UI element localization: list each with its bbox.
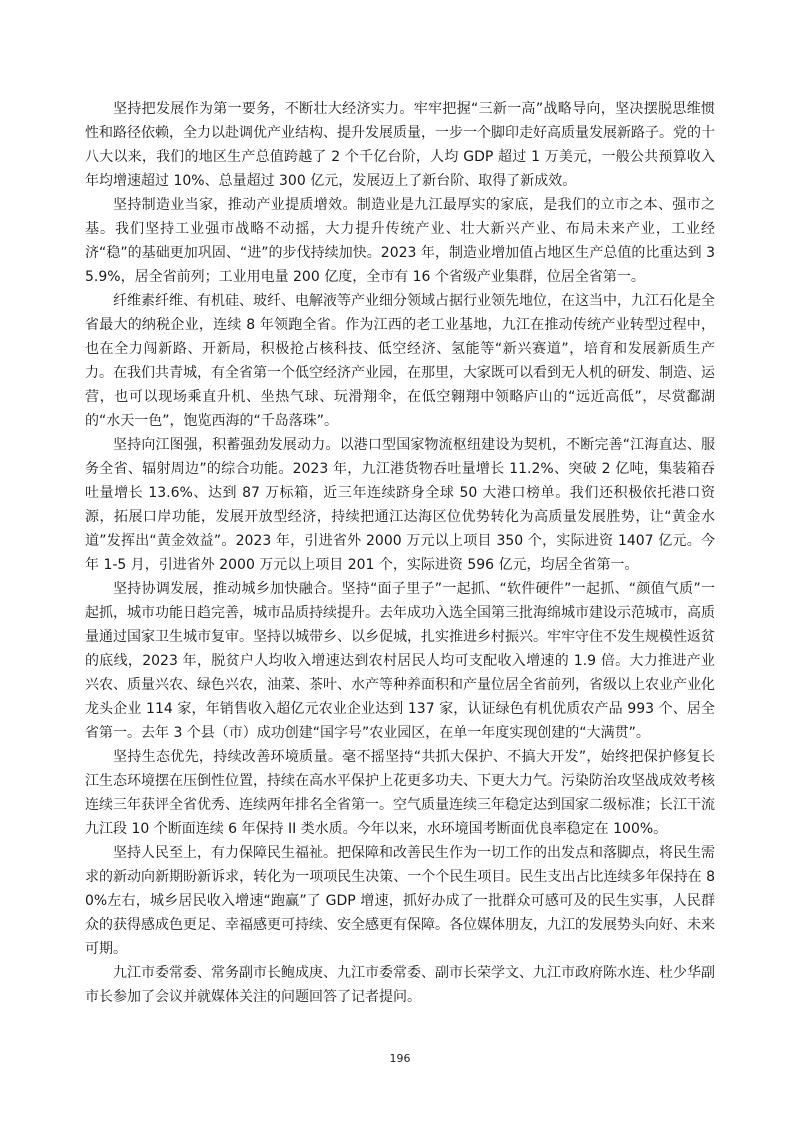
paragraph-economic-strength: 坚持把发展作为第一要务，不断壮大经济实力。牢牢把握“三新一高”战略导向，坚决摆脱思维惯性和路径依赖，全力以赴调优产业结构、提升发展质量，一步一个脚印走好高质量发展新路子。党的十八大以来，我们的地区生产总值跨越了 2 个千亿台阶，人均 GDP 超过 1 万美元，一般公共预算收入年均增速超过 10%、总量超过 300 亿元，发展迈上了新台阶、取得了新成效。 <box>85 101 715 189</box>
page-number: 196 <box>389 1052 411 1065</box>
paragraph-port-development: 坚持向江图强，积蓄强劲发展动力。以港口型国家物流枢纽建设为契机，不断完善“江海直达、服务全省、辐射周边”的综合功能。2023 年，九江港货物吞吐量增长 11.2%、突破 2 亿吨，集装箱吞吐量增长 13.6%、达到 87 万标箱，近三年连续跻身全球 50 大港口榜单。我们还积极依托港口资源，拓展口岸功能，发展开放型经济，持续把通江达海区位优势转化为高质量发展胜势，让“黄金水道”发挥出“黄金效益”。2023 年，引进省外 2000 万元以上项目 350 个，实际进资 1407 亿元。今年 1-5 月，引进省外 2000 万元以上项目 201 个，实际进资 596 亿元，均居全省第一。 <box>85 437 715 573</box>
paragraph-urban-rural: 坚持协调发展，推动城乡加快融合。坚持“面子里子”一起抓、“软件硬件”一起抓、“颜值气质”一起抓，城市功能日趋完善，城市品质持续提升。去年成功入选全国第三批海绵城市建设示范城市，高质量通过国家卫生城市复审。坚持以城带乡、以乡促城，扎实推进乡村振兴。牢牢守住不发生规模性返贫的底线，2023 年，脱贫户人均收入增速达到农村居民人均可支配收入增速的 1.9 倍。大力推进产业兴农、质量兴农、绿色兴农，油菜、茶叶、水产等种养面积和产量位居全省前列，省级以上农业产业化龙头企业 114 家，年销售收入超亿元农业企业达到 137 家，认证绿色有机优质农产品 993 个、居全省第一。去年 3 个县（市）成功创建“国字号”农业园区，在单一年度实现创建的“大满贯”。 <box>85 581 715 741</box>
paragraph-manufacturing: 坚持制造业当家，推动产业提质增效。制造业是九江最厚实的家底，是我们的立市之本、强市之基。我们坚持工业强市战略不动摇，大力提升传统产业、壮大新兴产业、布局未来产业，工业经济“稳”的基础更加巩固、“进”的步伐持续加快。2023 年，制造业增加值占地区生产总值的比重达到 35.9%，居全省前列；工业用电量 200 亿度，全市有 16 个省级产业集群，位居全省第一。 <box>85 197 715 285</box>
document-body <box>85 97 715 1009</box>
paragraph-ecology: 坚持生态优先，持续改善环境质量。毫不摇坚持“共抓大保护、不搞大开发”，始终把保护修复长江生态环境摆在压倒性位置，持续在高水平保护上花更多功夫、下更大力气。污染防治攻坚战成效考核连续三年获评全省优秀、连续两年排名全省第一。空气质量连续三年稳定达到国家二级标准；长江干流九江段 10 个断面连续 6 年保持 II 类水质。今年以来，水环境国考断面优良率稳定在 100%。 <box>85 749 715 837</box>
paragraph-industry-sectors: 纤维素纤维、有机硅、玻纤、电解液等产业细分领域占据行业领先地位，在这当中，九江石化是全省最大的纳税企业，连续 8 年领跑全省。作为江西的老工业基地，九江在推动传统产业转型过程中，也在全力闯新路、开新局，积极抢占核科技、低空经济、氢能等“新兴赛道”，培育和发展新质生产力。在我们共青城，有全省第一个低空经济产业园，在那里，大家既可以看到无人机的研发、制造、运营，也可以现场乘直升机、坐热气球、玩滑翔伞，在低空翱翔中领略庐山的“远近高低”，尽赏鄱湖的“水天一色”，饱览西海的“千岛落珠”。 <box>85 293 715 429</box>
paragraph-attendees: 九江市委常委、常务副市长鲍成庚、九江市委常委、副市长荣学文、九江市政府陈水连、杜少华副市长参加了会议并就媒体关注的问题回答了记者提问。 <box>85 965 715 1005</box>
paragraph-livelihood: 坚持人民至上，有力保障民生福祉。把保障和改善民生作为一切工作的出发点和落脚点，将民生需求的新动向新期盼新诉求，转化为一项项民生决策、一个个民生项目。民生支出占比连续多年保持在 80%左右，城乡居民收入增速“跑赢”了 GDP 增速，抓好办成了一批群众可感可及的民生实事，人民群众的获得感成色更足、幸福感更可持续、安全感更有保障。各位媒体朋友，九江的发展势头向好、未来可期。 <box>85 845 715 957</box>
